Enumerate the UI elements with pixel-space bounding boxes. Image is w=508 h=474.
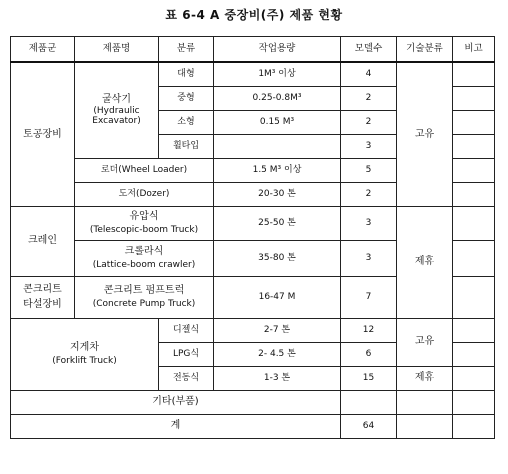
note-cell: [453, 206, 495, 240]
product-crawler-name: 크롤라식: [124, 245, 164, 257]
note-cell: [453, 158, 495, 182]
note-cell: [453, 240, 495, 276]
table-row: [11, 206, 495, 240]
models-cell: 2: [341, 110, 397, 134]
header-note: 비고: [453, 37, 495, 63]
table-row: [11, 414, 495, 438]
total-label: 계: [11, 414, 341, 438]
product-dozer: 도저(Dozer): [75, 182, 214, 206]
table-row: [11, 318, 495, 342]
note-cell: [453, 134, 495, 158]
group-crane: 크레인: [11, 206, 75, 276]
product-excavator-name: 굴삭기: [102, 94, 131, 106]
note-cell: [453, 390, 495, 414]
capacity-cell: 1.5 M³ 이상: [214, 158, 341, 182]
capacity-cell: 1M³ 이상: [214, 62, 341, 86]
capacity-cell: 16-47 M: [214, 276, 341, 318]
group-earth: 토공장비: [11, 62, 75, 206]
group-concrete-line1: 콘크리트: [23, 284, 62, 295]
tech-cell: [397, 390, 453, 414]
class-cell: 소형: [159, 110, 214, 134]
product-crawler-en: (Lattice-boom crawler): [92, 259, 196, 270]
product-excavator: [75, 62, 159, 158]
note-cell: [453, 276, 495, 318]
capacity-cell: 2-7 톤: [214, 318, 341, 342]
capacity-cell: 0.25-0.8M³: [214, 86, 341, 110]
note-cell: [453, 110, 495, 134]
table-row: [11, 390, 495, 414]
note-cell: [453, 182, 495, 206]
models-cell: 15: [341, 366, 397, 390]
models-cell: 7: [341, 276, 397, 318]
group-concrete-line2: 타설장비: [23, 299, 62, 310]
models-cell: 6: [341, 342, 397, 366]
note-cell: [453, 366, 495, 390]
table-row: [11, 62, 495, 86]
tech-own-2: 고유: [397, 318, 453, 366]
class-cell: 중형: [159, 86, 214, 110]
product-pump-en: (Concrete Pump Truck): [92, 298, 196, 309]
product-pump: [75, 276, 214, 318]
class-cell: 디젤식: [159, 318, 214, 342]
capacity-cell: 2- 4.5 톤: [214, 342, 341, 366]
class-cell: 휠타입: [159, 134, 214, 158]
capacity-cell: 0.15 M³: [214, 110, 341, 134]
header-class: 분류: [159, 37, 214, 63]
class-cell: 전동식: [159, 366, 214, 390]
total-models: 64: [341, 414, 397, 438]
product-loader: 로더(Wheel Loader): [75, 158, 214, 182]
group-concrete: [11, 276, 75, 318]
etc-label: 기타(부품): [11, 390, 341, 414]
tech-cell: [397, 414, 453, 438]
table-title: 표 6-4 A 중장비(주) 제품 현황: [165, 8, 343, 22]
header-tech: 기술분류: [397, 37, 453, 63]
tech-partner-1: 제휴: [397, 206, 453, 318]
header-models: 모델수: [341, 37, 397, 63]
note-cell: [453, 86, 495, 110]
product-pump-name: 콘크리트 펌프트럭: [103, 284, 185, 296]
note-cell: [453, 414, 495, 438]
product-forklift-en: (Forklift Truck): [52, 355, 117, 366]
models-cell: 3: [341, 206, 397, 240]
header-capacity: 작업용량: [214, 37, 341, 63]
models-cell: 4: [341, 62, 397, 86]
product-forklift-name: 지게차: [70, 341, 99, 353]
header-group: 제품군: [11, 37, 75, 63]
capacity-cell: [214, 134, 341, 158]
note-cell: [453, 62, 495, 86]
product-hydraulic-name: 유압식: [129, 210, 159, 222]
capacity-cell: 35-80 톤: [214, 240, 341, 276]
models-cell: 2: [341, 86, 397, 110]
capacity-cell: 20-30 톤: [214, 182, 341, 206]
product-hydraulic: [75, 206, 214, 240]
product-forklift: [11, 318, 159, 390]
note-cell: [453, 318, 495, 342]
tech-partner-2: 제휴: [397, 366, 453, 390]
models-cell: [341, 390, 397, 414]
models-cell: 3: [341, 134, 397, 158]
header-product: 제품명: [75, 37, 159, 63]
tech-own-1: 고유: [397, 62, 453, 206]
product-crawler: [75, 240, 214, 276]
models-cell: 12: [341, 318, 397, 342]
class-cell: 대형: [159, 62, 214, 86]
capacity-cell: 25-50 톤: [214, 206, 341, 240]
product-hydraulic-en: (Telescopic-boom Truck): [89, 224, 199, 235]
product-table: [10, 36, 495, 439]
models-cell: 2: [341, 182, 397, 206]
models-cell: 3: [341, 240, 397, 276]
capacity-cell: 1-3 톤: [214, 366, 341, 390]
header-row: [11, 37, 495, 63]
note-cell: [453, 342, 495, 366]
class-cell: LPG식: [159, 342, 214, 366]
product-excavator-en2: Excavator): [92, 116, 141, 126]
models-cell: 5: [341, 158, 397, 182]
product-excavator-en1: (Hydraulic: [93, 105, 140, 116]
